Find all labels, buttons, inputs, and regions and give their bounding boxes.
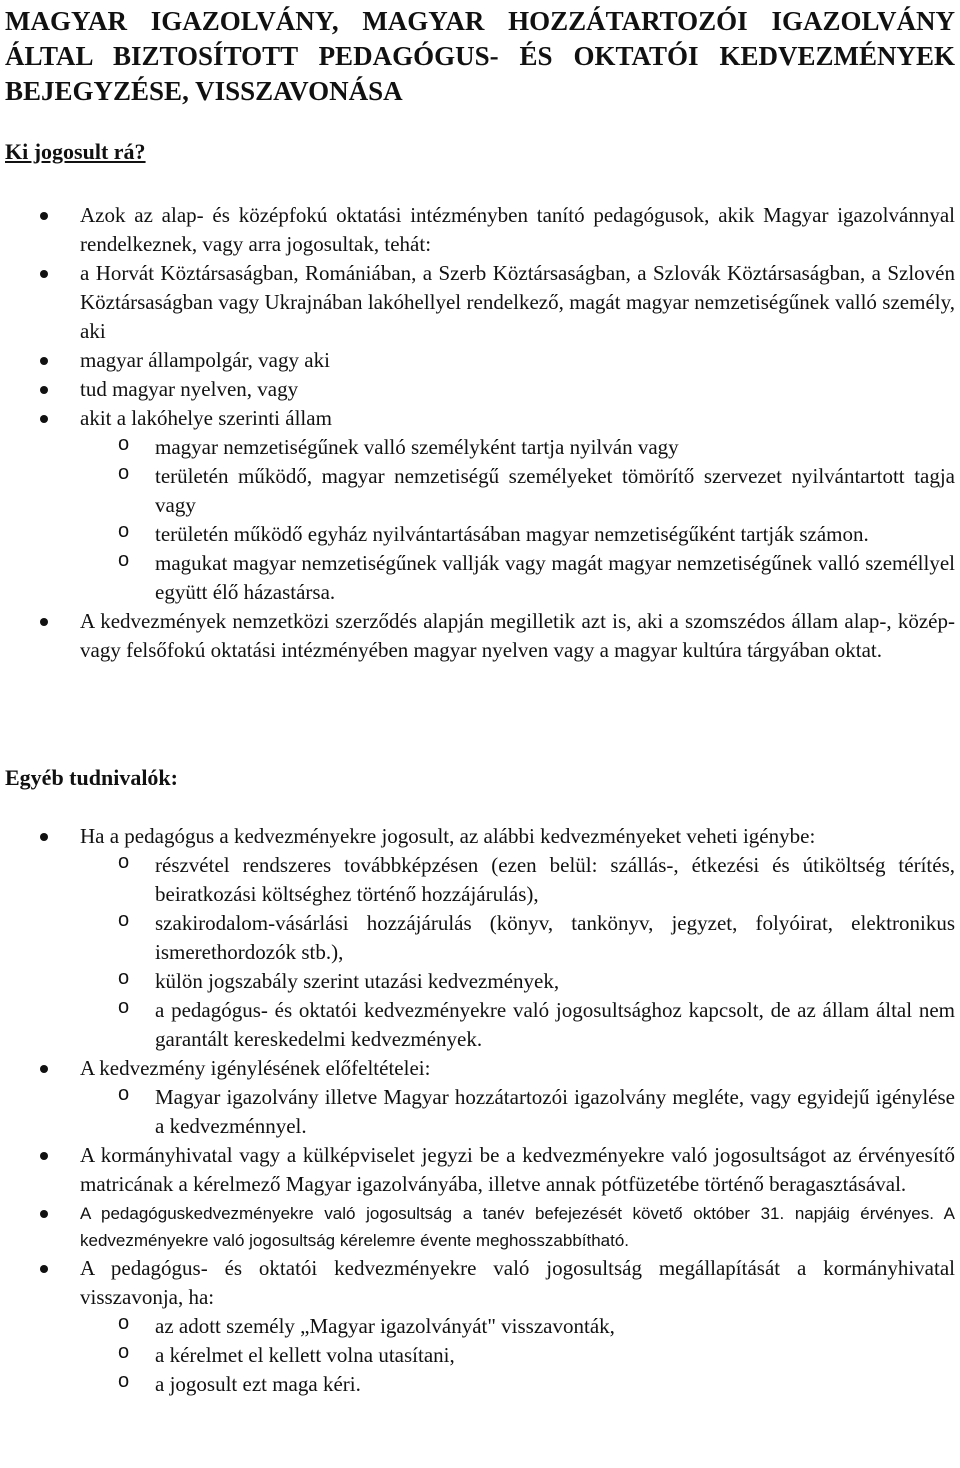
sub-list-item bbox=[0, 967, 960, 996]
sub-list-item bbox=[0, 549, 960, 607]
sub-list-item bbox=[0, 851, 960, 909]
sub-list-item-text: o külön jogszabály szerint utazási kedvezmények, bbox=[155, 969, 560, 993]
list-item bbox=[0, 1254, 960, 1312]
sub-list-item bbox=[0, 433, 960, 462]
list-item bbox=[0, 201, 960, 259]
sub-list-item-text: o magukat magyar nemzetiségűnek vallják vagy magát magyar nemzetiségűnek valló személlyel együtt élő házastársa. bbox=[155, 551, 955, 604]
list-item bbox=[0, 822, 960, 851]
list-item-text: A kormányhivatal vagy a külképviselet jegyzi be a kedvezményekre való jogosultságot az érvényesítő matricának a kérelmező Magyar igazolványába, illetve annak pótfüzetébe történő beragasztásával. bbox=[80, 1143, 955, 1196]
document-title: MAGYAR IGAZOLVÁNY, MAGYAR HOZZÁTARTOZÓI IGAZOLVÁNY ÁLTAL BIZTOSÍTOTT PEDAGÓGUS- ÉS OKTATÓI KEDVEZMÉNYEK BEJEGYZÉSE, VISSZAVONÁSA bbox=[5, 6, 955, 106]
list-item-text: A pedagóguskedvezményekre való jogosultság a tanév befejezését követő október 31. napjáig érvényes. A kedvezményekre való jogosultság kérelemre évente meghosszabbítható. bbox=[80, 1204, 955, 1250]
sub-list-item bbox=[0, 520, 960, 549]
sub-list-item bbox=[0, 1341, 960, 1370]
list-item-text: tud magyar nyelven, vagy bbox=[80, 377, 299, 401]
sub-list-item-text: o magyar nemzetiségűnek valló személyként tartja nyilván vagy bbox=[155, 435, 679, 459]
list-item-text: a Horvát Köztársaságban, Romániában, a Szerb Köztársaságban, a Szlovák Köztársaságban, a Szlovén Köztársaságban vagy Ukrajnában lakóhellyel rendelkező, magát magyar nemzetiségűnek valló személy, aki bbox=[80, 261, 955, 343]
list-item-text: magyar állampolgár, vagy aki bbox=[80, 348, 330, 372]
sub-list-item bbox=[0, 462, 960, 520]
sub-list-item-text: o szakirodalom-vásárlási hozzájárulás (könyv, tankönyv, jegyzet, folyóirat, elektronikus ismerethordozók stb.), bbox=[155, 911, 955, 964]
other-info-list bbox=[0, 822, 960, 1399]
sub-list-item-text: o a kérelmet el kellett volna utasítani, bbox=[155, 1343, 455, 1367]
section-heading-other-info: Egyéb tudnivalók: bbox=[5, 765, 178, 790]
list-item-text: A kedvezmények nemzetközi szerződés alapján megilletik azt is, aki a szomszédos állam alap-, közép- vagy felsőfokú oktatási intézményében magyar nyelven vagy a magyar kultúra tárgyában oktat. bbox=[80, 609, 955, 662]
sub-list-item bbox=[0, 1370, 960, 1399]
list-item bbox=[0, 404, 960, 433]
sub-list-item-text: o a jogosult ezt maga kéri. bbox=[155, 1372, 361, 1396]
sub-list-item-text: o az adott személy „Magyar igazolványát" visszavonták, bbox=[155, 1314, 615, 1338]
sub-list-item bbox=[0, 1312, 960, 1341]
list-item bbox=[0, 607, 960, 665]
sub-list-item-text: o Magyar igazolvány illetve Magyar hozzátartozói igazolvány megléte, vagy egyidejű igénylése a kedvezménnyel. bbox=[155, 1085, 955, 1138]
sub-list-item-text: o területén működő egyház nyilvántartásában magyar nemzetiségűként tartják számon. bbox=[155, 522, 869, 546]
list-item bbox=[0, 1054, 960, 1083]
list-item bbox=[0, 375, 960, 404]
list-item-text: Ha a pedagógus a kedvezményekre jogosult, az alábbi kedvezményeket veheti igénybe: bbox=[80, 824, 816, 848]
sub-list-item bbox=[0, 909, 960, 967]
sub-list-item bbox=[0, 1083, 960, 1141]
list-item bbox=[0, 1141, 960, 1199]
sub-list-item-text: o a pedagógus- és oktatói kedvezményekre való jogosultsághoz kapcsolt, de az állam által nem garantált kereskedelmi kedvezmények. bbox=[155, 998, 955, 1051]
section-heading-eligibility: Ki jogosult rá? bbox=[5, 139, 146, 164]
sub-list-item-text: o részvétel rendszeres továbbképzésen (ezen belül: szállás-, étkezési és útiköltség térítés, beiratkozási költséghez történő hozzájárulás), bbox=[155, 853, 955, 906]
list-item-text: A kedvezmény igénylésének előfeltételei: bbox=[80, 1056, 431, 1080]
list-item bbox=[0, 346, 960, 375]
sub-list-item bbox=[0, 996, 960, 1054]
eligibility-list bbox=[0, 201, 960, 665]
list-item bbox=[0, 259, 960, 346]
list-item-text: Azok az alap- és középfokú oktatási intézményben tanító pedagógusok, akik Magyar igazolvánnyal rendelkeznek, vagy arra jogosultak, tehát: bbox=[80, 203, 955, 256]
list-item bbox=[0, 1200, 960, 1254]
sub-list-item-text: o területén működő, magyar nemzetiségű személyeket tömörítő szervezet nyilvántartott tagja vagy bbox=[155, 464, 955, 517]
list-item-text: A pedagógus- és oktatói kedvezményekre való jogosultság megállapítását a kormányhivatal visszavonja, ha: bbox=[80, 1256, 955, 1309]
list-item-text: akit a lakóhelye szerinti állam bbox=[80, 406, 332, 430]
